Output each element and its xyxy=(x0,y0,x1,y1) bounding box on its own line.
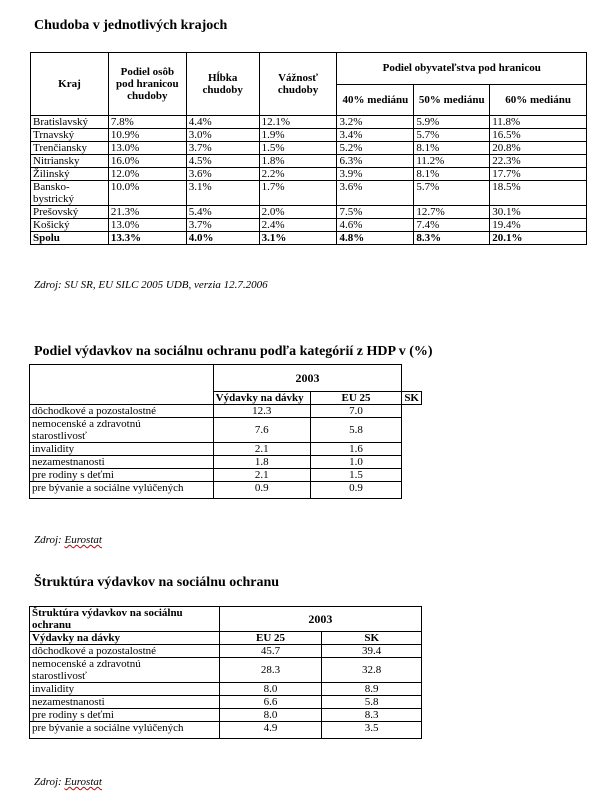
cell-sk: 1.0 xyxy=(310,456,402,469)
table-row xyxy=(31,116,587,129)
table-row xyxy=(30,456,422,469)
cell-category: pre rodiny s deťmi xyxy=(30,709,220,722)
table-row-total xyxy=(31,232,587,245)
cell-value: 4.6% xyxy=(337,219,414,232)
col-eu: EU 25 xyxy=(310,392,402,405)
cell-value: 7.5% xyxy=(337,206,414,219)
table-row xyxy=(31,142,587,155)
section3-source xyxy=(34,776,102,788)
cell-value: 8.3% xyxy=(414,232,490,245)
cell-value: 12.1% xyxy=(259,116,337,129)
header-kraj: Kraj xyxy=(31,53,109,116)
cell-value: 17.7% xyxy=(490,168,587,181)
section2-title: Podiel výdavkov na sociálnu ochranu podľa kategórií z HDP v (%) xyxy=(34,344,433,359)
cell-sk: 1.5 xyxy=(310,469,402,482)
cell-region: Trenčiansky xyxy=(31,142,109,155)
cell-sk: 1.6 xyxy=(310,443,402,456)
cell-eu: 2.1 xyxy=(213,469,310,482)
col-label: Výdavky na dávky xyxy=(30,632,220,645)
cell-region: Prešovský xyxy=(31,206,109,219)
cell-sk: 5.8 xyxy=(322,696,422,709)
header-vaznost: Vážnosť chudoby xyxy=(259,53,337,116)
cell-value: 5.7% xyxy=(414,129,490,142)
cell-value: 10.9% xyxy=(108,129,186,142)
cell-region: Trnavský xyxy=(31,129,109,142)
cell-value: 4.8% xyxy=(337,232,414,245)
col-sk: SK xyxy=(322,632,422,645)
cell-value: 1.7% xyxy=(259,181,337,206)
cell-eu: 1.8 xyxy=(213,456,310,469)
cell-category: pre rodiny s deťmi xyxy=(30,469,214,482)
table-row xyxy=(30,469,422,482)
table-row xyxy=(30,722,422,739)
year-header: 2003 xyxy=(213,365,402,392)
cell-value: 7.8% xyxy=(108,116,186,129)
cell-category: invalidity xyxy=(30,683,220,696)
cell-value: 2.4% xyxy=(259,219,337,232)
header-50: 50% mediánu xyxy=(414,84,490,116)
col-eu: EU 25 xyxy=(219,632,322,645)
cell-value: 20.8% xyxy=(490,142,587,155)
cell-value: 3.9% xyxy=(337,168,414,181)
cell-value: 5.9% xyxy=(414,116,490,129)
cell-value: 12.0% xyxy=(108,168,186,181)
cell-value: 1.5% xyxy=(259,142,337,155)
cell-category: invalidity xyxy=(30,443,214,456)
section1-source: Zdroj: SU SR, EU SILC 2005 UDB, verzia 12.7.2006 xyxy=(34,279,268,291)
table-row xyxy=(30,418,422,443)
cell-value: 22.3% xyxy=(490,155,587,168)
cell-region: Bratislavský xyxy=(31,116,109,129)
table-row xyxy=(31,219,587,232)
cell-value: 13.3% xyxy=(108,232,186,245)
corner-label: Štruktúra výdavkov na sociálnu ochranu xyxy=(30,607,220,632)
cell-region: Bansko-bystrický xyxy=(31,181,109,206)
cell-value: 8.1% xyxy=(414,168,490,181)
table-row xyxy=(30,443,422,456)
spending-share-table xyxy=(29,364,422,499)
cell-value: 11.2% xyxy=(414,155,490,168)
source-prefix: Zdroj: xyxy=(34,534,62,546)
cell-value: 5.7% xyxy=(414,181,490,206)
cell-value: 8.1% xyxy=(414,142,490,155)
table-row xyxy=(31,181,587,206)
cell-sk: 8.3 xyxy=(322,709,422,722)
cell-value: 3.4% xyxy=(337,129,414,142)
cell-sk: 7.0 xyxy=(310,405,402,418)
cell-value: 5.2% xyxy=(337,142,414,155)
table-row xyxy=(30,683,422,696)
poverty-table xyxy=(30,52,587,245)
cell-value: 21.3% xyxy=(108,206,186,219)
cell-eu: 7.6 xyxy=(213,418,310,443)
cell-value: 30.1% xyxy=(490,206,587,219)
cell-value: 3.1% xyxy=(259,232,337,245)
cell-value: 16.0% xyxy=(108,155,186,168)
cell-value: 5.4% xyxy=(186,206,259,219)
spending-structure-table xyxy=(29,606,422,739)
year-header: 2003 xyxy=(219,607,421,632)
table-row xyxy=(30,709,422,722)
table-row xyxy=(30,482,422,499)
cell-value: 12.7% xyxy=(414,206,490,219)
cell-sk: 3.5 xyxy=(322,722,422,739)
table-row xyxy=(30,645,422,658)
cell-eu: 8.0 xyxy=(219,683,322,696)
cell-region: Košický xyxy=(31,219,109,232)
cell-category xyxy=(30,418,214,443)
cell-value: 2.2% xyxy=(259,168,337,181)
cell-sk: 8.9 xyxy=(322,683,422,696)
cell-value: 3.7% xyxy=(186,142,259,155)
cell-value: 13.0% xyxy=(108,219,186,232)
cell-value: 7.4% xyxy=(414,219,490,232)
cell-region: Nitriansky xyxy=(31,155,109,168)
cell-value: 1.9% xyxy=(259,129,337,142)
cell-eu: 2.1 xyxy=(213,443,310,456)
cell-value: 4.4% xyxy=(186,116,259,129)
cell-eu: 6.6 xyxy=(219,696,322,709)
cell-eu: 12.3 xyxy=(213,405,310,418)
cell-sk: 0.9 xyxy=(310,482,402,499)
cell-sk: 39.4 xyxy=(322,645,422,658)
cell-value: 3.6% xyxy=(186,168,259,181)
cell-value: 2.0% xyxy=(259,206,337,219)
table-row xyxy=(30,696,422,709)
header-60: 60% mediánu xyxy=(490,84,587,116)
cell-value: 18.5% xyxy=(490,181,587,206)
cell-category: pre bývanie a sociálne vylúčených xyxy=(30,482,214,499)
cell-region: Spolu xyxy=(31,232,109,245)
cell-value: 6.3% xyxy=(337,155,414,168)
poverty-table-body xyxy=(31,116,587,245)
cell-category: dôchodkové a pozostalostné xyxy=(30,405,214,418)
cell-eu: 45.7 xyxy=(219,645,322,658)
cell-eu: 0.9 xyxy=(213,482,310,499)
header-hlbka: Hĺbka chudoby xyxy=(186,53,259,116)
source-prefix: Zdroj: xyxy=(34,776,62,788)
source-name: Eurostat xyxy=(64,776,102,788)
cell-eu: 4.9 xyxy=(219,722,322,739)
section1-title: Chudoba v jednotlivých krajoch xyxy=(34,18,228,33)
cell-eu: 28.3 xyxy=(219,658,322,683)
cell-category: pre bývanie a sociálne vylúčených xyxy=(30,722,220,739)
cell-category: dôchodkové a pozostalostné xyxy=(30,645,220,658)
section3-title: Štruktúra výdavkov na sociálnu ochranu xyxy=(34,575,280,590)
cell-category xyxy=(30,658,220,683)
header-group: Podiel obyvateľstva pod hranicou xyxy=(337,53,587,85)
corner-cell xyxy=(30,365,214,405)
cell-value: 4.5% xyxy=(186,155,259,168)
cell-sk: 32.8 xyxy=(322,658,422,683)
header-40: 40% mediánu xyxy=(337,84,414,116)
cell-value: 3.2% xyxy=(337,116,414,129)
cell-category: nezamestnanosti xyxy=(30,456,214,469)
cell-value: 19.4% xyxy=(490,219,587,232)
cell-eu: 8.0 xyxy=(219,709,322,722)
section2-source xyxy=(34,534,102,546)
cell-value: 13.0% xyxy=(108,142,186,155)
table-row xyxy=(31,155,587,168)
cell-category-text: nemocenské a zdravotnú starostlivosť xyxy=(32,418,141,442)
cell-value: 10.0% xyxy=(108,181,186,206)
table-row xyxy=(31,168,587,181)
cell-value: 16.5% xyxy=(490,129,587,142)
cell-value: 4.0% xyxy=(186,232,259,245)
table-row xyxy=(30,405,422,418)
cell-value: 3.1% xyxy=(186,181,259,206)
cell-value: 11.8% xyxy=(490,116,587,129)
cell-region: Žilinský xyxy=(31,168,109,181)
col-label: Výdavky na dávky xyxy=(213,392,310,405)
table-row xyxy=(31,129,587,142)
cell-value: 20.1% xyxy=(490,232,587,245)
header-podiel: Podiel osôb pod hranicou chudoby xyxy=(108,53,186,116)
table-row xyxy=(31,206,587,219)
cell-value: 3.0% xyxy=(186,129,259,142)
cell-category: nezamestnanosti xyxy=(30,696,220,709)
cell-value: 3.6% xyxy=(337,181,414,206)
col-sk: SK xyxy=(402,392,422,405)
cell-category-text: nemocenské a zdravotnú starostlivosť xyxy=(32,658,141,682)
source-name: Eurostat xyxy=(64,534,102,546)
cell-value: 1.8% xyxy=(259,155,337,168)
table-row xyxy=(30,658,422,683)
cell-value: 3.7% xyxy=(186,219,259,232)
cell-sk: 5.8 xyxy=(310,418,402,443)
